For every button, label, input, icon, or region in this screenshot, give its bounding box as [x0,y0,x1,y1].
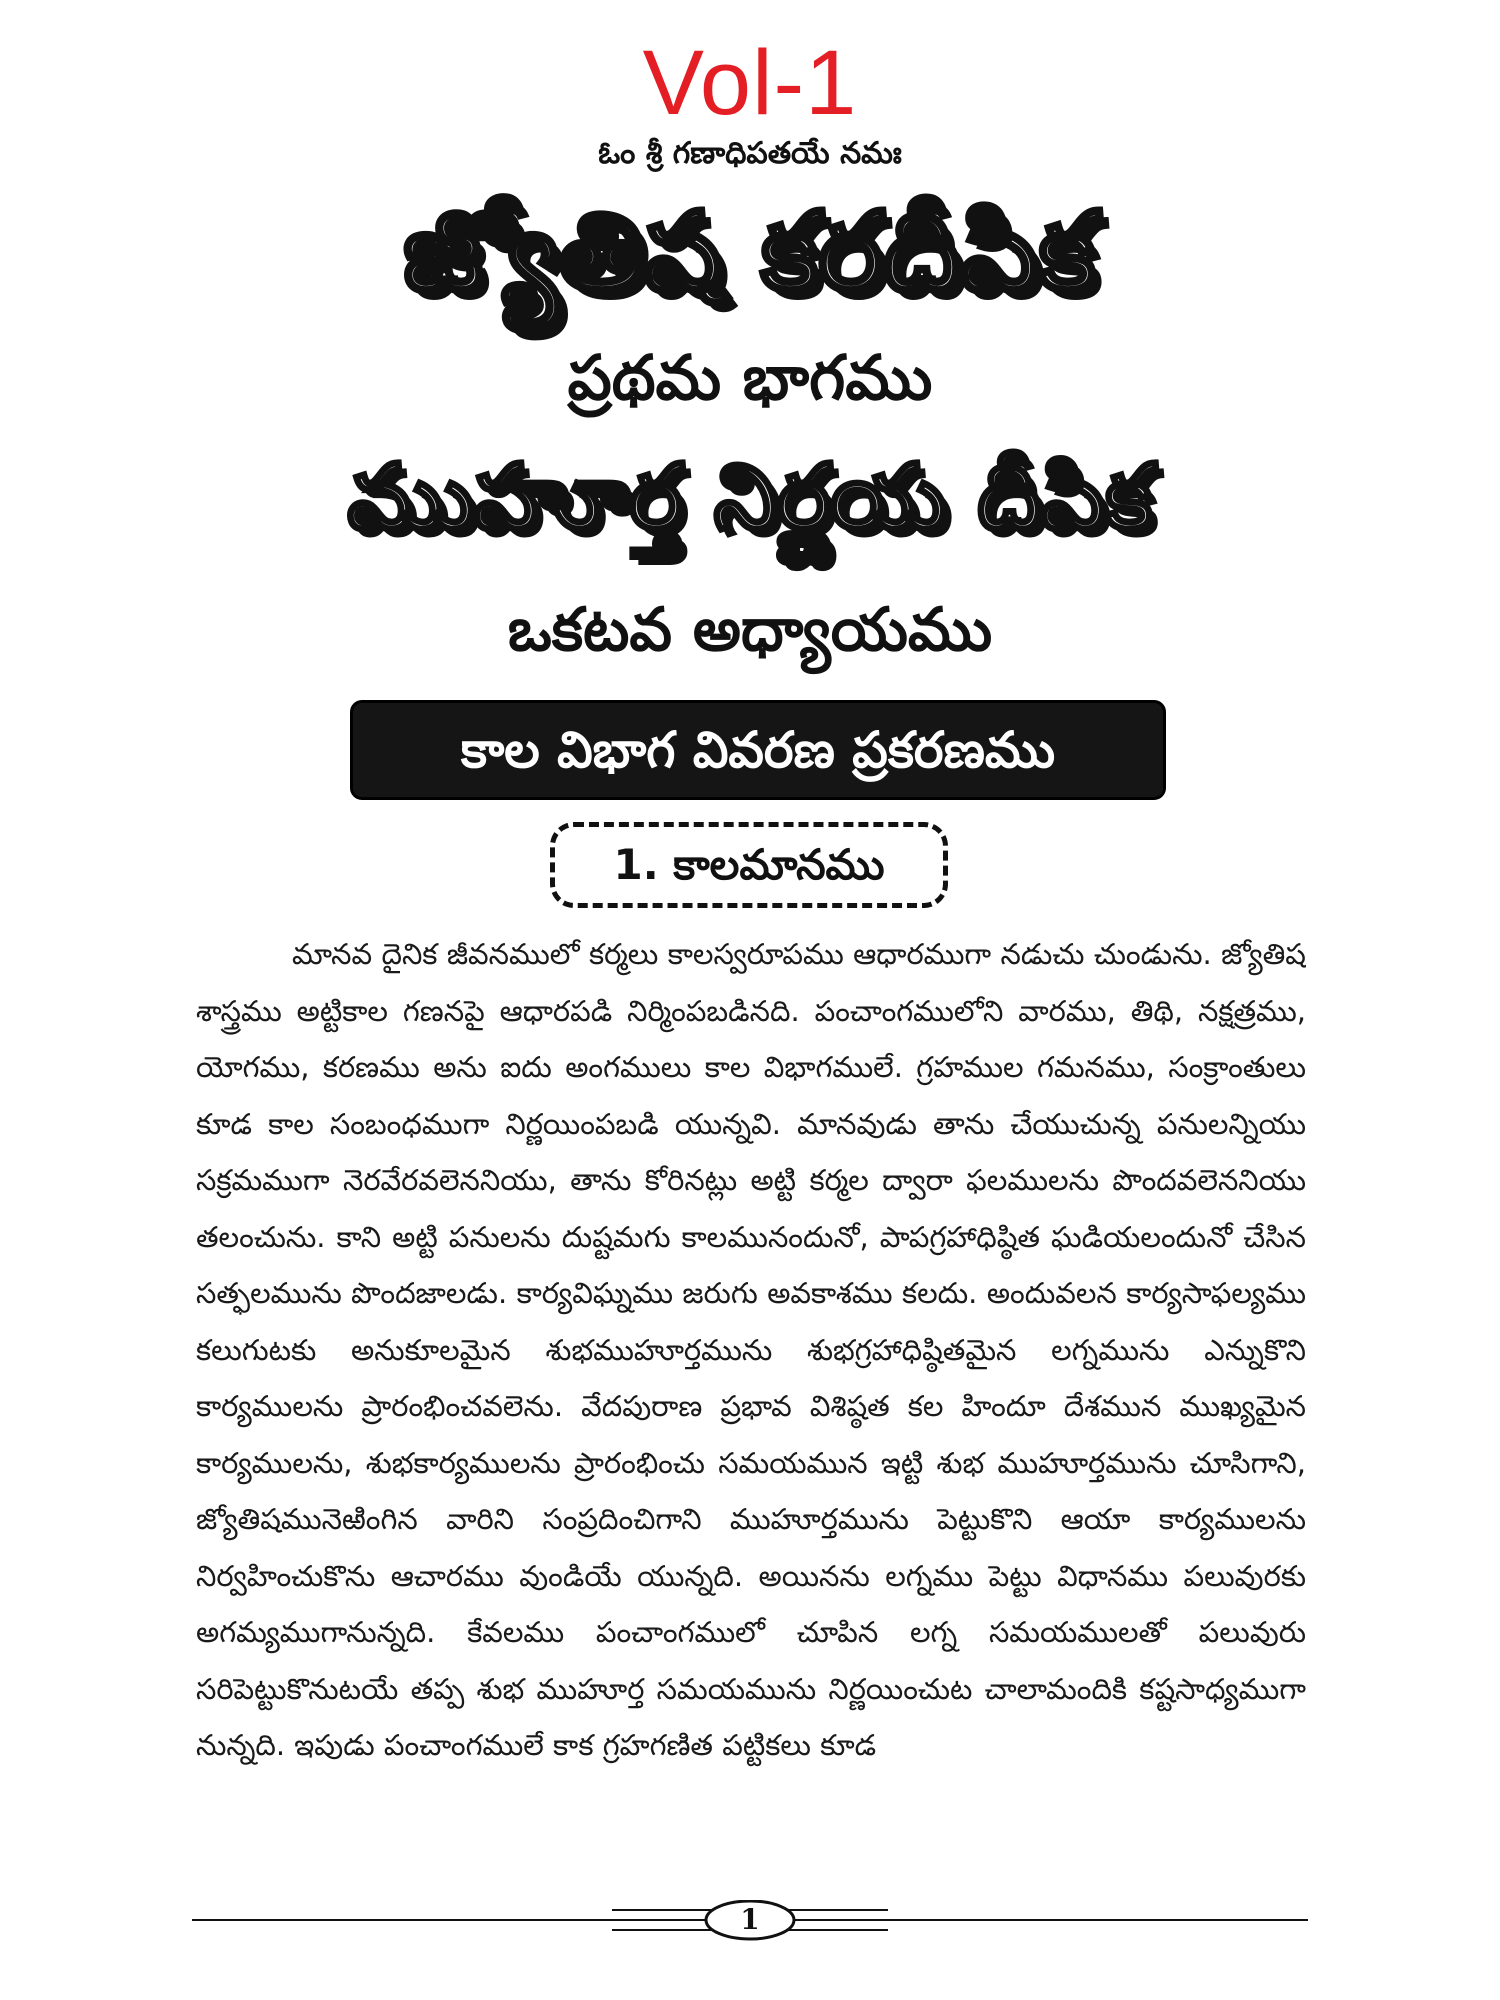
book-title: జ్యోతిష కరదీపిక [403,190,1097,315]
page-number: 1 [740,1903,760,1936]
body-paragraph: మానవ దైనిక జీవనములో కర్మలు కాలస్వరూపము ఆధారముగా నడుచు చుండును. జ్యోతిష శాస్త్రము అట్టికాల గణనపై ఆధారపడి నిర్మింపబడినది. పంచాంగములోని వారము, తిథి, నక్షత్రము, యోగము, కరణము అను ఐదు అంగములు కాల విభాగములే. గ్రహముల గమనము, సంక్రాంతులు కూడ కాల సంబంధముగా నిర్ణయింపబడి యున్నవి. మానవుడు తాను చేయుచున్న పనులన్నియు సక్రమముగా నెరవేరవలెననియు, తాను కోరినట్లు అట్టి కర్మల ద్వారా ఫలములను పొందవలెననియు తలంచును. కాని అట్టి పనులను దుష్టమగు కాలమునందునో, పాపగ్రహాధిష్ఠిత ఘడియలందునో చేసిన సత్ఫలమును పొందజాలడు. కార్యవిఘ్నము జరుగు అవకాశము కలదు. అందువలన కార్యసాఫల్యము కలుగుటకు అనుకూలమైన శుభముహూర్తమును శుభగ్రహాధిష్ఠితమైన లగ్నమును ఎన్నుకొని కార్యములను ప్రారంభించవలెను. వేదపురాణ ప్రభావ విశిష్ఠత కల హిందూ దేశమున ముఖ్యమైన కార్యములను, శుభకార్యములను ప్రారంభించు సమయమున ఇట్టి శుభ ముహూర్తమును చూసిగాని, జ్యోతిషమునెఱింగిన వారిని సంప్రదించిగాని ముహూర్తమును పెట్టుకొని ఆయా కార్యములను నిర్వహించుకొను ఆచారము వుండియే యున్నది. అయినను లగ్నము పెట్టు విధానము పలువురకు అగమ్యముగానున్నది. కేవలము పంచాంగములో చూపిన లగ్న సమయములతో పలువురు సరిపెట్టుకొనుటయే తప్ప శుభ ముహూర్త సమయమును నిర్ణయించుట చాలామందికి కష్టసాధ్యముగా నున్నది. ఇపుడు పంచాంగములే కాక గ్రహగణిత పట్టికలు కూడ [196,937,1306,1762]
volume-label: Vol-1 [642,32,858,134]
section-title: 1. కాలమానము [613,840,885,889]
section-heading-box [550,822,948,908]
chapter-banner [350,700,1166,800]
invocation-line: ఓం శ్రీ గణాధిపతయే నమః [598,136,902,171]
banner-label: కాల విభాగ వివరణ ప్రకరణము [460,721,1056,779]
chapter-label: ఒకటవ అధ్యాయము [507,595,993,665]
subtitle: ముహూర్త నిర్ణయ దీపిక [347,445,1153,550]
part-label: ప్రథమ భాగము [567,341,933,414]
